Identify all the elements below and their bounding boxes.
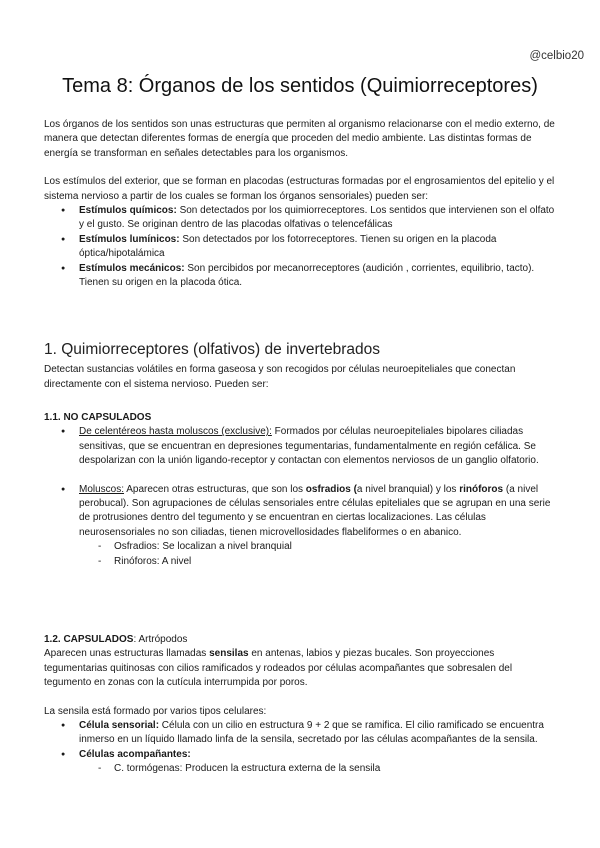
section-heading: 1. Quimiorreceptores (olfativos) de invertebrados xyxy=(44,341,380,358)
intro-paragraph-2: Los estímulos del exterior, que se forman en placodas (estructuras formadas por el engrosamientos del epitelio y el sistema nervioso a partir de los cuales se forman los órganos sensoriales) pueden ser: xyxy=(44,176,555,202)
sub-list-item: - C. tormógenas: Producen la estructura externa de la sensila xyxy=(114,762,558,776)
list-item: ● Célula sensorial: Célula con un cilio en estructura 9 + 2 que se ramifica. El cilio ramificado se encuentra inmerso en un líquido llamado linfa de la sensila, secretado por las células acompañantes de la sensila. xyxy=(79,719,558,748)
subsection-heading: 1.1. NO CAPSULADOS xyxy=(44,412,152,423)
sub-list-item: - Osfradios: Se localizan a nivel branquial xyxy=(114,540,558,554)
page-title: Tema 8: Órganos de los sentidos (Quimiorreceptores) xyxy=(62,75,538,97)
list-item: ● Estímulos químicos: Son detectados por los quimiorreceptores. Los sentidos que intervienen son el olfato y el gusto. Se originan dentro de las placodas olfativas o telencefálicas xyxy=(79,204,558,233)
intro-paragraph-1: Los órganos de los sentidos son unas estructuras que permiten al organismo relacionarse con el medio externo, de manera que detectan diferentes formas de energía que proceden del medio ambiente. Las distintas formas de energía se transforman en señales detectables para los organismos. xyxy=(44,119,555,159)
section-1 xyxy=(44,343,558,392)
stimuli-list xyxy=(44,204,558,290)
list-item: ● Células acompañantes: xyxy=(79,748,558,762)
list-item: ● Estímulos mecánicos: Son percibidos por mecanorreceptores (audición , corrientes, equilibrio, tacto). Tienen su origen en la placoda ótica. xyxy=(79,262,558,291)
subsection-1-2: 1.2. CAPSULADOS: Artrópodos Aparecen unas estructuras llamadas sensilas en antenas, labios y piezas bucales. Son proyecciones tegumentarias quitinosas con cilios ramificados y rodeados por células acompañantes que sobresalen del tegumento en zonas con la cutícula interrumpida por poros. La sensila está formado por varios tipos celulares: ● Célula sensorial: Célula con un cilio en estructura 9 + 2 que se ramifica. El cilio ramificado se encuentra inmerso en un líquido llamado linfa de la sensila, secretado por las células acompañantes de la sensila. ● Células acompañantes: - C. tormógenas: Producen la estructura externa de la sensila xyxy=(44,633,558,777)
section-paragraph: Detectan sustancias volátiles en forma gaseosa y son recogidos por células neuroepiteliales que conectan directamente con el sistema nervioso. Pueden ser: xyxy=(44,364,516,390)
sub-list-item: - Rinóforos: A nivel xyxy=(114,555,558,569)
list-item: ● Estímulos lumínicos: Son detectados por los fotorreceptores. Tienen su origen en la placoda óptica/hipotalámica xyxy=(79,233,558,262)
subsection-paragraph: La sensila está formado por varios tipos celulares: xyxy=(44,705,267,717)
subsection-paragraph: Aparecen unas estructuras llamadas sensilas en antenas, labios y piezas bucales. Son proyecciones tegumentarias quitinosas con cilios ramificados y rodeados por células acompañantes que sobresalen del tegumento en zonas con la cutícula interrumpida por poros. xyxy=(44,648,513,689)
author-handle: @celbio20 xyxy=(529,50,584,62)
subsection-1-1 xyxy=(44,411,558,569)
intro-section xyxy=(44,118,558,290)
subsection-heading: 1.2. CAPSULADOS xyxy=(44,634,134,645)
list-item: ● Moluscos: Aparecen otras estructuras, que son los osfradios (a nivel branquial) y los rinóforos (a nivel perobucal). Son agrupaciones de células sensoriales entre células epiteliales que se agrupan en una serie de protrusiones dentro del tegumento y se encuentran en ciertas localizaciones. Las células neurosensoriales no son ciliadas, tienen microvellosidades flabeliformes o en abanico. xyxy=(79,483,558,541)
list-item: ● De celentéreos hasta moluscos (exclusive): Formados por células neuroepiteliales bipolares ciliadas sensitivas, que se encuentran en depresiones tegumentarias, fundamentalmente en región cefálica. Se despolarizan con la unión ligando-receptor y contactan con elementos nerviosos de un ganglio olfatorio. xyxy=(79,425,558,468)
